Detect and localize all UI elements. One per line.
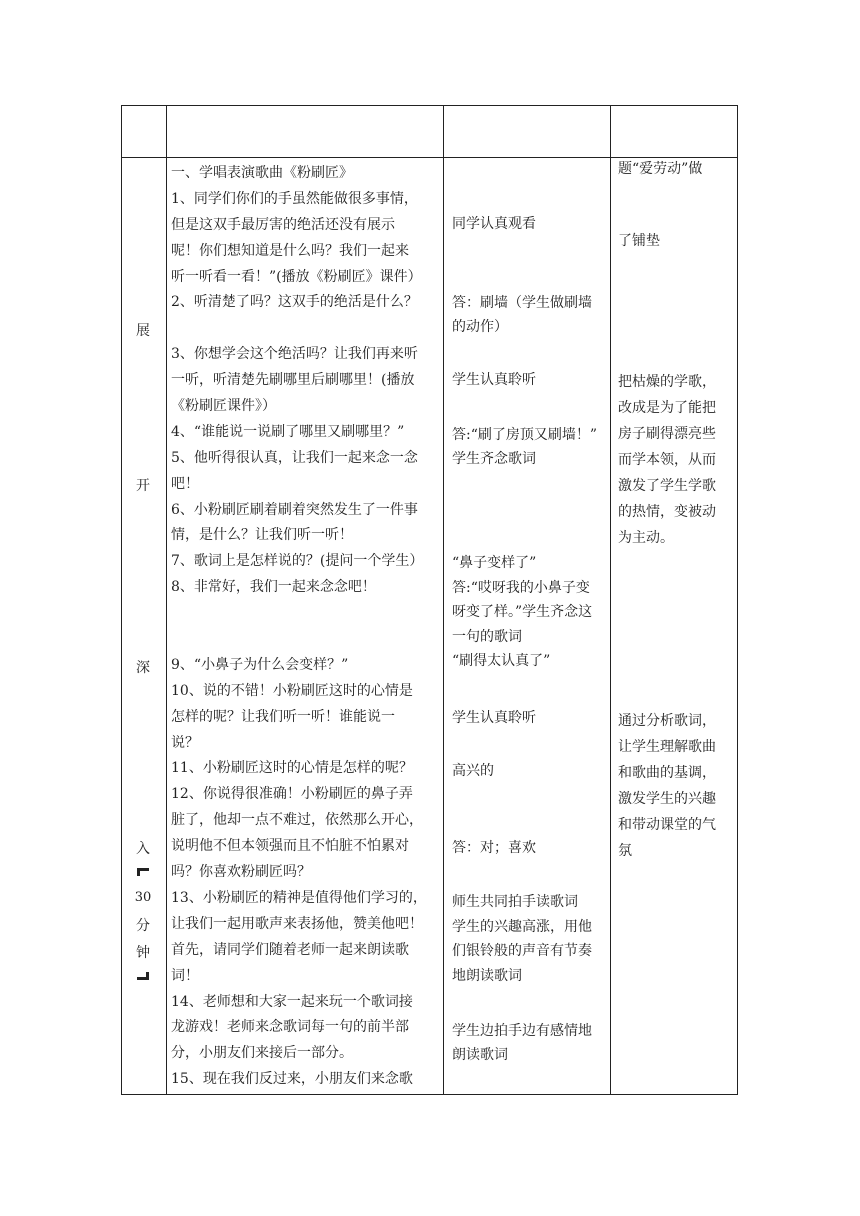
teacher-line: 8、非常好，我们一起来念念吧！ — [171, 579, 376, 596]
stage-char-3: 深 — [136, 660, 150, 676]
table-border-bottom — [121, 1094, 738, 1095]
header-note-line-1: 题“爱劳动”做 — [618, 161, 703, 177]
teacher-line: 怎样的呢？让我们听一听！谁能说一 — [171, 708, 395, 725]
stage-char-2: 开 — [136, 478, 150, 494]
student-activity-4: 答:“刷了房顶又刷墙！” 学生齐念歌词 — [452, 427, 598, 467]
teacher-line: 听一听看一看！”(播放《粉刷匠》课件） — [171, 268, 422, 285]
teacher-line: 一听，听清楚先刷哪里后刷哪里！(播放 — [171, 372, 415, 389]
teacher-line: 分，小朋友们来接后一部分。 — [171, 1045, 353, 1062]
teacher-line: 脏了，他却一点不难过，依然那么开心， — [171, 812, 423, 829]
column-divider-1 — [166, 105, 167, 1095]
teacher-line: 情，是什么？让我们听一听！ — [171, 527, 353, 544]
teacher-line: 2、听清楚了吗？这双手的绝活是什么？ — [171, 294, 418, 311]
teacher-line: 1、同学们你们的手虽然能做很多事情， — [171, 190, 418, 207]
student-activity-6: 学生认真聆听 — [452, 710, 536, 726]
teacher-line: 12、你说得很准确！小粉刷匠的鼻子弄 — [171, 786, 413, 803]
stage-char-4: 入 — [136, 841, 150, 857]
teacher-line: 吧！ — [171, 475, 199, 492]
teacher-line: 11、小粉刷匠这时的心情是怎样的呢？ — [171, 760, 413, 777]
student-activity-10: 学生边拍手边有感情地 朗读歌词 — [452, 1023, 592, 1063]
teacher-line: 让我们一起用歌声来表扬他，赞美他吧！ — [171, 915, 423, 932]
teacher-line: 词！ — [171, 967, 199, 984]
header-note-line-2: 了铺垫 — [618, 233, 660, 249]
teacher-line: 龙游戏！老师来念歌词每一句的前半部 — [171, 1019, 409, 1036]
duration-char-1: 分 — [136, 918, 150, 934]
teacher-line: 呢！你们想知道是什么吗？我们一起来 — [171, 242, 409, 259]
teacher-activities — [171, 161, 446, 1093]
duration-number: 30 — [134, 890, 152, 905]
teacher-line: 7、歌词上是怎样说的？(提问一个学生） — [171, 553, 424, 570]
design-intent-1: 把枯燥的学歌， 改成是为了能把 房子刷得漂亮些 而学本领，从而 激发了学生学歌 的热情，变被动 为主动。 — [618, 374, 716, 546]
teacher-line: 首先，请同学们随着老师一起来朗读歌 — [171, 941, 409, 958]
teacher-line: 15、现在我们反过来，小朋友们来念歌 — [171, 1071, 413, 1088]
header-row-note — [618, 109, 736, 301]
teacher-line: 4、“谁能说一说刷了哪里又刷哪里？” — [171, 423, 405, 440]
teacher-line: 3、你想学会这个绝活吗？让我们再来听 — [171, 346, 418, 363]
teacher-line: 13、小粉刷匠的精神是值得他们学习的， — [171, 889, 427, 906]
teacher-line: 说？ — [171, 734, 199, 751]
table-border-top — [121, 105, 738, 106]
teacher-line: 10、说的不错！小粉刷匠这时的心情是 — [171, 682, 413, 699]
teacher-line: 6、小粉刷匠刷着刷着突然发生了一件事 — [171, 501, 418, 518]
table-border-right — [737, 105, 738, 1095]
student-activity-9: 师生共同拍手读歌词 学生的兴趣高涨，用他 们银铃般的声音有节奏 地朗读歌词 — [452, 894, 592, 984]
student-activity-1: 同学认真观看 — [452, 216, 536, 232]
student-activity-2: 答：刷墙（学生做刷墙 的动作） — [452, 295, 592, 335]
teacher-line: 一、学唱表演歌曲《粉刷匠》 — [171, 165, 353, 181]
design-intent-2: 通过分析歌词， 让学生理解歌曲 和歌曲的基调， 激发学生的兴趣 和带动课堂的气 氛 — [618, 713, 716, 859]
student-activity-8: 答：对；喜欢 — [452, 840, 536, 856]
student-activity-5: “鼻子变样了” 答:“哎呀我的小鼻子变 呀变了样。”学生齐念这 一句的歌词 “刷得太认真了” — [452, 555, 593, 669]
teacher-line: 但是这双手最厉害的绝活还没有展示 — [171, 216, 395, 233]
teacher-line — [171, 316, 446, 342]
student-activity-7: 高兴的 — [452, 763, 494, 779]
teacher-line: 吗？你喜欢粉刷匠吗？ — [171, 864, 311, 881]
teacher-line: 14、老师想和大家一起来玩一个歌词接 — [171, 993, 413, 1010]
stage-char-1: 展 — [136, 323, 150, 339]
teacher-line: 《粉刷匠课件》） — [171, 398, 276, 415]
duration-char-2: 钟 — [136, 945, 150, 961]
teacher-line: 9、“小鼻子为什么会变样？” — [171, 656, 349, 673]
teacher-line — [171, 627, 446, 653]
teacher-line: 5、他听得很认真，让我们一起来念一念 — [171, 449, 418, 466]
teacher-line: 说明他不但本领强而且不怕脏不怕累对 — [171, 838, 409, 855]
lesson-plan-table — [121, 105, 738, 1095]
teacher-line — [171, 601, 446, 627]
student-activity-3: 学生认真聆听 — [452, 372, 536, 388]
